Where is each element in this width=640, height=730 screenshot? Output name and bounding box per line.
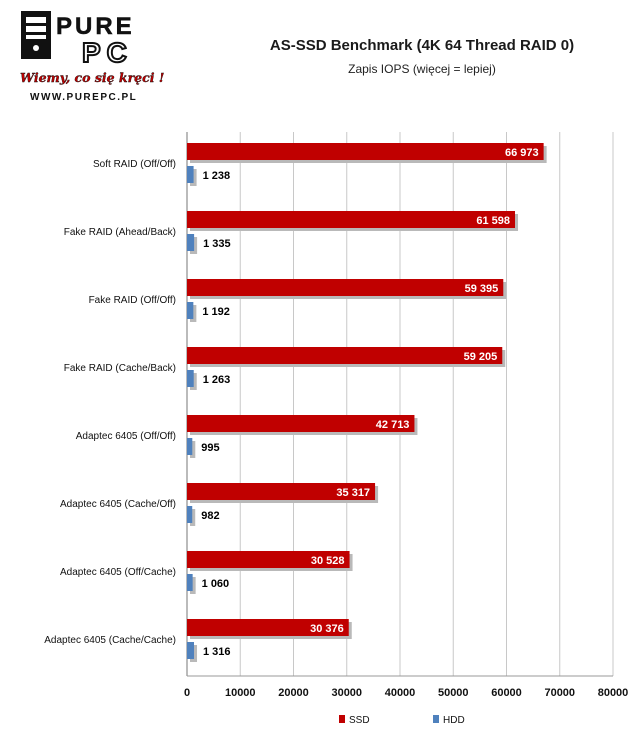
x-tick-label: 80000	[597, 687, 629, 699]
bar-hdd	[187, 438, 192, 455]
data-label-ssd: 59 205	[463, 351, 498, 363]
data-label-hdd: 995	[201, 442, 220, 454]
bar-hdd	[187, 506, 192, 523]
data-label-ssd: 35 317	[336, 487, 371, 499]
data-label-ssd: 42 713	[375, 419, 410, 431]
legend-label-hdd: HDD	[443, 715, 465, 726]
x-axis-ticks	[184, 687, 628, 699]
logo-brand-top: PURE	[56, 13, 135, 40]
data-label-ssd: 30 528	[310, 555, 345, 567]
legend-label-ssd: SSD	[349, 715, 370, 726]
x-tick-label: 60000	[491, 687, 522, 699]
logo-url: WWW.PUREPC.PL	[30, 92, 138, 103]
bar-hdd	[187, 234, 194, 251]
bar-hdd	[187, 574, 193, 591]
legend-swatch-hdd	[433, 715, 439, 723]
logo-tagline: Wiemy, co się kręci !	[20, 70, 165, 85]
x-tick-label: 50000	[437, 687, 469, 699]
legend-swatch-ssd	[339, 715, 345, 723]
category-label: Adaptec 6405 (Off/Cache)	[60, 567, 176, 578]
bar-hdd	[187, 302, 193, 319]
data-label-hdd: 1 335	[203, 238, 231, 250]
x-tick-label: 0	[183, 687, 191, 699]
x-tick-label: 10000	[224, 687, 256, 699]
category-labels	[44, 159, 176, 646]
bar-ssd	[187, 279, 503, 296]
data-label-hdd: 1 060	[201, 578, 230, 590]
bar-hdd	[187, 642, 194, 659]
bars	[187, 143, 547, 662]
category-label: Fake RAID (Off/Off)	[88, 295, 176, 306]
data-label-ssd: 30 376	[310, 623, 344, 635]
category-label: Fake RAID (Ahead/Back)	[63, 227, 176, 238]
x-tick-label: 40000	[384, 687, 416, 699]
x-tick-label: 20000	[278, 687, 309, 699]
bar-ssd	[187, 211, 515, 228]
chart-subtitle: Zapis IOPS (więcej = lepiej)	[348, 62, 496, 76]
category-label: Adaptec 6405 (Cache/Cache)	[44, 635, 176, 646]
data-label-ssd: 59 395	[464, 283, 499, 295]
data-label-hdd: 1 192	[202, 306, 230, 318]
category-label: Fake RAID (Cache/Back)	[63, 363, 176, 374]
data-label-hdd: 1 238	[202, 170, 231, 182]
category-label: Soft RAID (Off/Off)	[93, 159, 176, 170]
data-label-ssd: 61 598	[476, 215, 511, 227]
data-label-hdd: 982	[201, 510, 220, 522]
bar-ssd	[187, 347, 502, 364]
bar-ssd	[187, 143, 544, 160]
x-tick-label: 70000	[544, 687, 576, 699]
x-tick-label: 30000	[331, 687, 363, 699]
category-label: Adaptec 6405 (Off/Off)	[75, 431, 176, 442]
category-label: Adaptec 6405 (Cache/Off)	[60, 499, 176, 510]
legend	[339, 715, 465, 726]
bar-hdd	[187, 166, 194, 183]
data-label-ssd: 66 973	[504, 147, 539, 159]
data-label-hdd: 1 316	[203, 646, 231, 658]
chart-title: AS-SSD Benchmark (4K 64 Thread RAID 0)	[269, 37, 575, 54]
logo-brand-bottom: PC	[82, 37, 133, 68]
data-label-hdd: 1 263	[202, 374, 231, 386]
bar-hdd	[187, 370, 194, 387]
